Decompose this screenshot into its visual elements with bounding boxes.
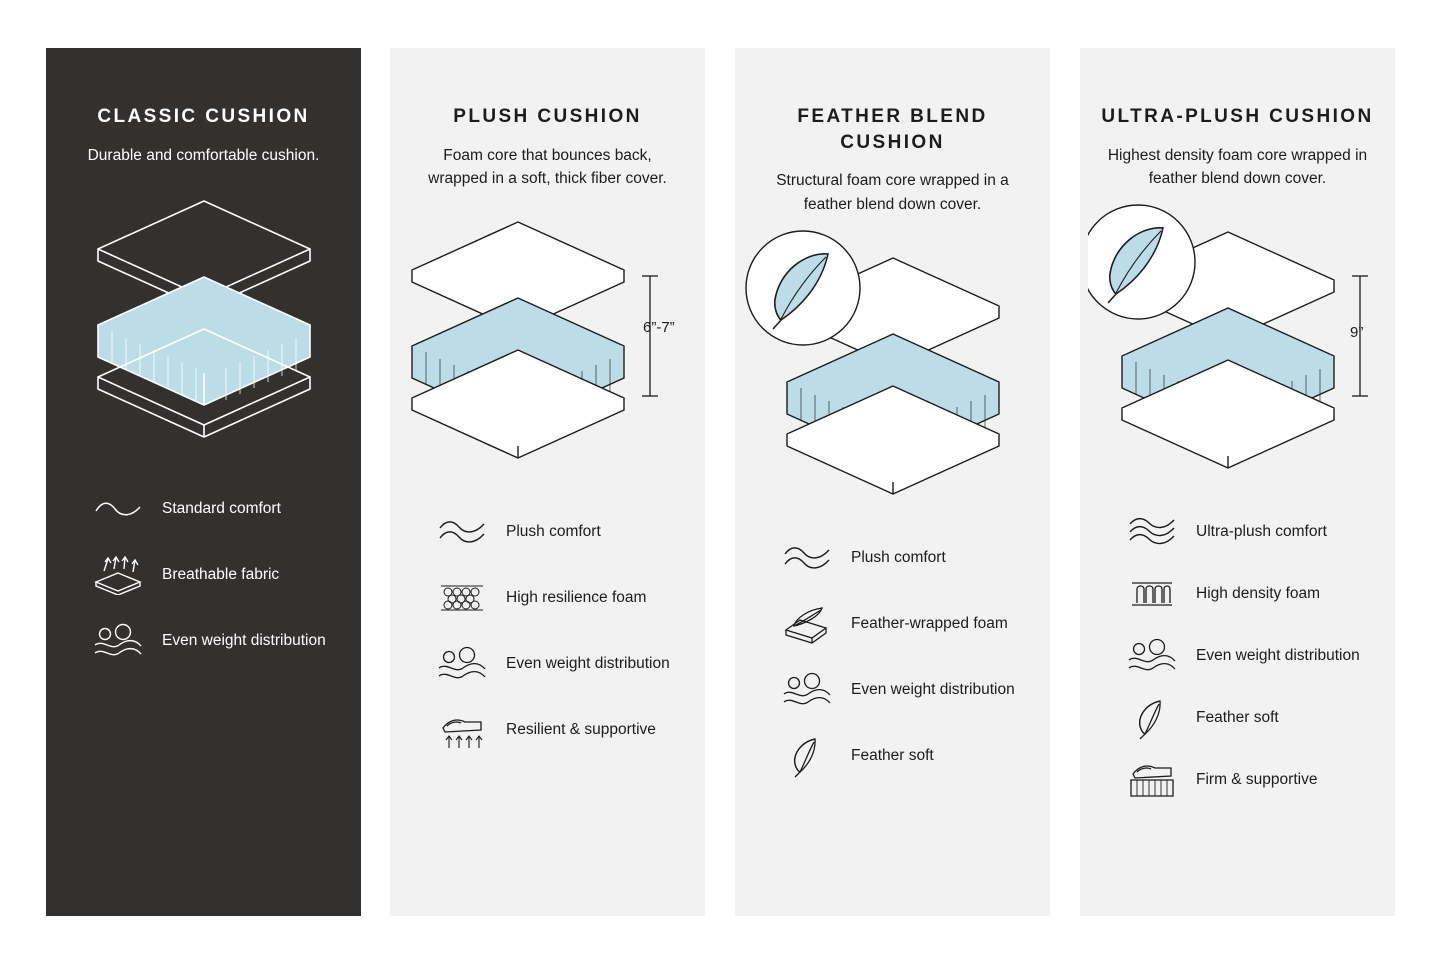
feather-wrapped-foam-icon (779, 602, 835, 646)
feature-item (1080, 634, 1395, 678)
feature-item (390, 708, 705, 752)
feature-label: Even weight distribution (851, 681, 1015, 699)
cushion-card-ultra-plush (1080, 48, 1395, 916)
dimension-label: 6”-7” (643, 319, 675, 337)
feature-list (1080, 510, 1395, 820)
card-description: Durable and comfortable cushion. (87, 146, 320, 164)
weight-distribution-icon (434, 642, 490, 686)
cushion-diagram-ultra-plush (1080, 204, 1395, 504)
feature-label: Even weight distribution (1196, 647, 1360, 665)
card-title: CLASSIC CUSHION (97, 106, 310, 127)
card-title: FEATHER BLEND CUSHION (797, 106, 988, 153)
card-title: ULTRA-PLUSH CUSHION (1101, 106, 1374, 127)
feature-label: Standard comfort (162, 500, 281, 518)
feature-item (1080, 696, 1395, 740)
feature-item (735, 602, 1050, 646)
cushion-card-classic (46, 48, 361, 916)
feature-item (735, 734, 1050, 778)
high-density-foam-icon (1124, 572, 1180, 616)
feature-item (390, 576, 705, 620)
feature-item (1080, 572, 1395, 616)
feature-item (390, 510, 705, 554)
feature-label: Feather soft (851, 747, 934, 765)
dimension-label: 9” (1350, 324, 1364, 342)
feature-item (46, 553, 361, 597)
feather-icon (1124, 696, 1180, 740)
wave-icon (779, 536, 835, 580)
feature-label: Firm & supportive (1196, 771, 1318, 789)
firm-support-icon (1124, 758, 1180, 802)
weight-distribution-icon (90, 619, 146, 663)
feature-item (735, 536, 1050, 580)
cushion-card-plush (390, 48, 705, 916)
feature-item (735, 668, 1050, 712)
feature-label: Plush comfort (506, 523, 601, 541)
feature-item (1080, 510, 1395, 554)
feature-label: Even weight distribution (506, 655, 670, 673)
feature-label: Breathable fabric (162, 566, 280, 584)
resilient-support-icon (434, 708, 490, 752)
cushion-diagram-classic (46, 181, 361, 481)
feature-label: High density foam (1196, 585, 1321, 603)
feature-label: Ultra-plush comfort (1196, 523, 1327, 541)
feature-label: Resilient & supportive (506, 721, 656, 739)
feature-list (735, 536, 1050, 800)
feature-item (390, 642, 705, 686)
honeycomb-foam-icon (434, 576, 490, 620)
wave-icon (1124, 510, 1180, 554)
weight-distribution-icon (1124, 634, 1180, 678)
weight-distribution-icon (779, 668, 835, 712)
cushion-diagram-feather-blend (735, 230, 1050, 530)
feature-list (46, 487, 361, 685)
feature-label: Feather soft (1196, 709, 1279, 727)
feature-item (46, 487, 361, 531)
card-description: Foam core that bounces back, wrapped in a soft, thick fiber cover. (428, 146, 667, 187)
feature-list (390, 510, 705, 774)
cushion-diagram-plush (390, 204, 705, 504)
feature-label: Plush comfort (851, 549, 946, 567)
feature-label: Feather-wrapped foam (851, 615, 1008, 633)
feature-item (46, 619, 361, 663)
card-title: PLUSH CUSHION (453, 106, 642, 127)
cushion-card-feather-blend (735, 48, 1050, 916)
feature-label: Even weight distribution (162, 632, 326, 650)
breathable-fabric-icon (90, 553, 146, 597)
feather-badge-icon (746, 231, 860, 345)
feature-label: High resilience foam (506, 589, 647, 607)
card-description: Highest density foam core wrapped in feather blend down cover. (1107, 146, 1368, 187)
wave-icon (434, 510, 490, 554)
feather-icon (779, 734, 835, 778)
wave-icon (90, 487, 146, 531)
feather-badge-icon (1088, 205, 1195, 319)
card-description: Structural foam core wrapped in a feather blend down cover. (776, 172, 1009, 213)
feature-item (1080, 758, 1395, 802)
